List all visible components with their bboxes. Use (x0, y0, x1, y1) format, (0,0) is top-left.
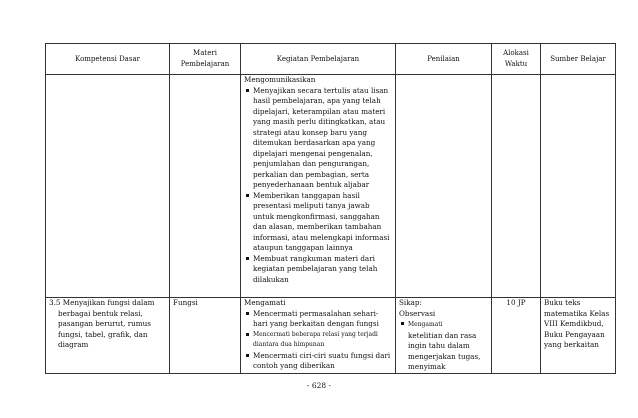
list-item: Membuat rangkuman materi dari kegiatan pembelajaran yang telah dilakukan (253, 254, 392, 286)
header-penilaian: Penilaian (396, 44, 492, 75)
table-row (46, 298, 616, 374)
header-kegiatan: Kegiatan Pembelajaran (241, 44, 396, 75)
header-alokasi: Alokasi Waktu (492, 44, 541, 75)
cell-kegiatan (241, 298, 396, 374)
list-item: Memberikan tanggapan hasil presentasi meliputi tanya jawab untuk mengkonfirmasi, sanggahan dan alasan, memberikan tambahan informasi, atau melengkapi informasi ataupun tanggapan lainnya (253, 191, 392, 254)
cell-kegiatan (241, 75, 396, 298)
kegiatan-heading: Mengomunikasikan (244, 75, 316, 84)
kegiatan-list (244, 86, 392, 286)
kegiatan-heading: Mengamati (244, 298, 286, 307)
rpp-table (45, 43, 616, 374)
cell-empty (170, 75, 241, 298)
cell-materi: Fungsi (170, 298, 241, 374)
cell-kompetensi-dasar (46, 298, 170, 374)
list-item: Mencermati permasalahan sehari-hari yang berkaitan dengan fungsi (253, 309, 392, 330)
cell-empty (396, 75, 492, 298)
header-kompetensi-dasar: Kompetensi Dasar (46, 44, 170, 75)
penilaian-item-text: ketelitian dan rasa ingin tahu dalam mengerjakan tugas, menyimak (408, 330, 481, 371)
list-item: Mencermati beberapa relasi yang terjadi diantara dua himpunan (253, 330, 392, 351)
table-row (46, 75, 616, 298)
cell-empty (46, 75, 170, 298)
kd-text: 3.5 Menyajikan fungsi dalam berbagai bentuk relasi, pasangan berurut, rumus fungsi, tabel, grafik, dan diagram (49, 298, 155, 349)
cell-empty (492, 75, 541, 298)
header-sumber: Sumber Belajar (541, 44, 616, 75)
page-number: - 628 - (306, 381, 332, 390)
cell-penilaian (396, 298, 492, 374)
list-item (408, 319, 488, 373)
cell-alokasi: 10 JP (492, 298, 541, 374)
penilaian-item-label: Mengamati (408, 321, 443, 328)
list-item: Menyajikan secara tertulis atau lisan hasil pembelajaran, apa yang telah dipelajari, keterampilan atau materi yang masih perlu ditingkatkan, atau strategi atau konsep baru yang ditemukan berdasarkan apa yang dipelajari mengenai pengenalan, penjumlahan dan pengurangan, perkalian dan pembagian, serta penyederhanaan bentuk aljabar (253, 86, 392, 191)
header-materi: Materi Pembelajaran (170, 44, 241, 75)
list-item: Mencermati ciri-ciri suatu fungsi dari contoh yang diberikan (253, 350, 391, 370)
header-row (46, 44, 616, 75)
penilaian-list (399, 319, 488, 373)
penilaian-sub: Observasi (399, 308, 436, 318)
cell-empty (541, 75, 616, 298)
kegiatan-list (244, 309, 392, 372)
cell-sumber: Buku teks matematika Kelas VIII Kemdikbud, Buku Pengayaan yang berkaitan (541, 298, 616, 374)
penilaian-heading: Sikap: (399, 298, 422, 307)
